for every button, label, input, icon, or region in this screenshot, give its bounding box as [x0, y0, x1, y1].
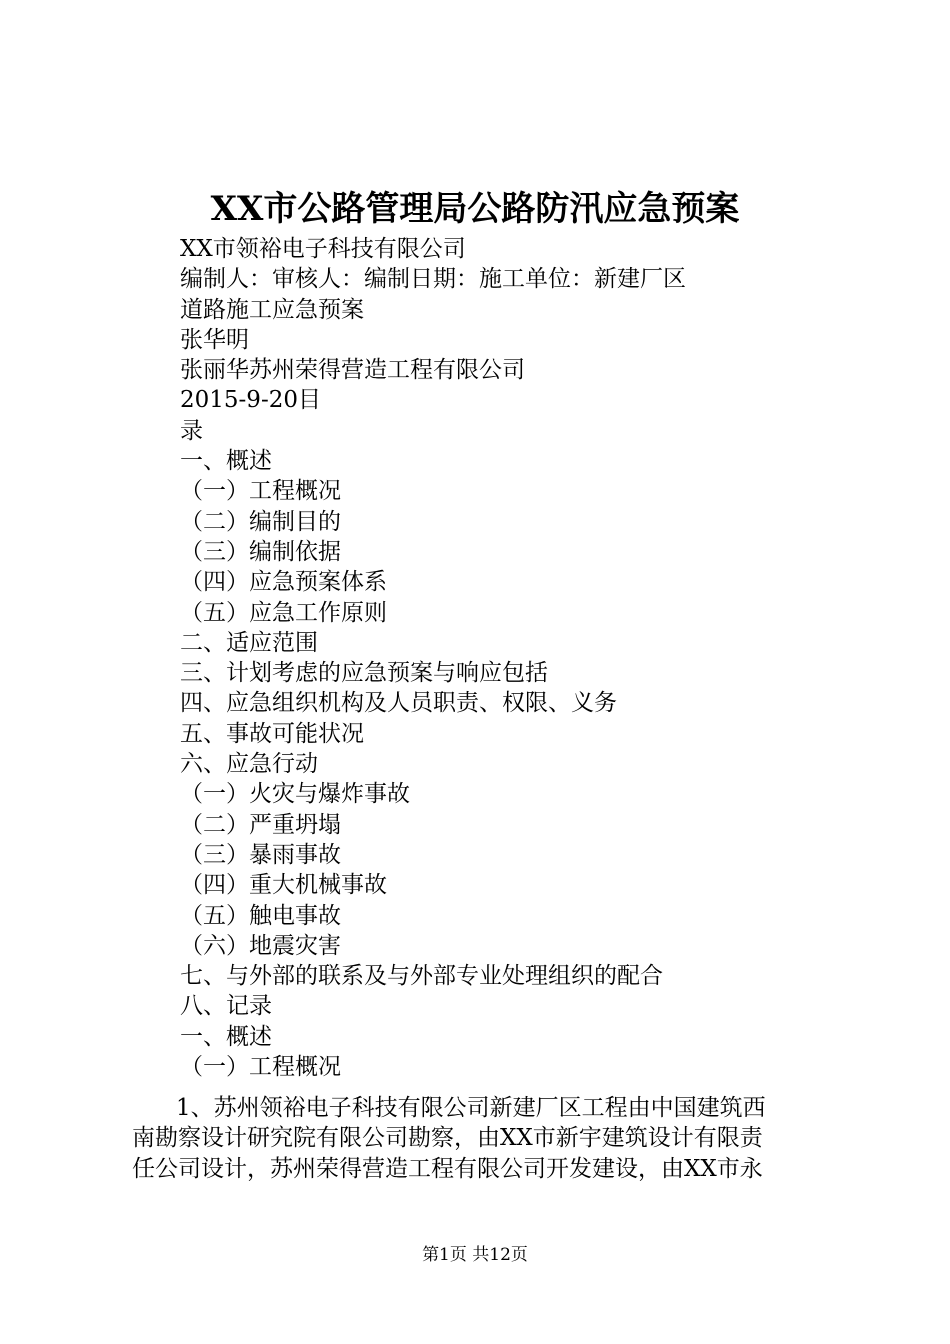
document-line: 二、适应范围 [180, 629, 318, 656]
document-line: （三）编制依据 [180, 538, 341, 565]
document-line: 一、概述 [180, 448, 272, 475]
document-line: （一）火灾与爆炸事故 [180, 781, 410, 808]
paragraph-line: 任公司设计，苏州荣得营造工程有限公司开发建设，由XX市永 [132, 1155, 763, 1182]
document-line: （一）工程概况 [180, 478, 341, 505]
document-line: 一、概述 [180, 1023, 272, 1050]
document-line: 八、记录 [180, 993, 272, 1020]
document-line: （四）重大机械事故 [180, 872, 387, 899]
document-line: （五）应急工作原则 [180, 599, 387, 626]
document-line: 七、与外部的联系及与外部专业处理组织的配合 [180, 963, 663, 990]
paragraph-line: 1、苏州领裕电子科技有限公司新建厂区工程由中国建筑西 [176, 1095, 766, 1121]
document-line: 录 [180, 417, 203, 444]
document-line: 编制人：审核人：编制日期：施工单位：新建厂区 [180, 266, 686, 293]
document-line: 六、应急行动 [180, 751, 318, 778]
document-line: 四、应急组织机构及人员职责、权限、义务 [180, 690, 617, 717]
document-line: XX市领裕电子科技有限公司 [180, 236, 466, 262]
document-line: （五）触电事故 [180, 902, 341, 929]
document-line: 五、事故可能状况 [180, 720, 364, 747]
document-line: （六）地震灾害 [180, 932, 341, 959]
document-line: （四）应急预案体系 [180, 569, 387, 596]
document-line: 张华明 [180, 326, 249, 353]
document-line: （二）严重坍塌 [180, 811, 341, 838]
document-line: 道路施工应急预案 [180, 296, 364, 323]
document-line: 2015-9-20目 [180, 387, 321, 414]
document-line: 三、计划考虑的应急预案与响应包括 [180, 660, 548, 687]
paragraph-line: 南勘察设计研究院有限公司勘察，由XX市新宇建筑设计有限责 [132, 1125, 763, 1152]
document-title: XX市公路管理局公路防汛应急预案 [210, 189, 740, 229]
document-line: （一）工程概况 [180, 1054, 341, 1081]
toc-lines [180, 234, 880, 1082]
document-line: （三）暴雨事故 [180, 841, 341, 868]
document-line: 张丽华苏州荣得营造工程有限公司 [180, 357, 525, 384]
document-line: （二）编制目的 [180, 508, 341, 535]
body-paragraph [132, 1093, 832, 1184]
page-footer: 第1页 共12页 [422, 1245, 528, 1265]
